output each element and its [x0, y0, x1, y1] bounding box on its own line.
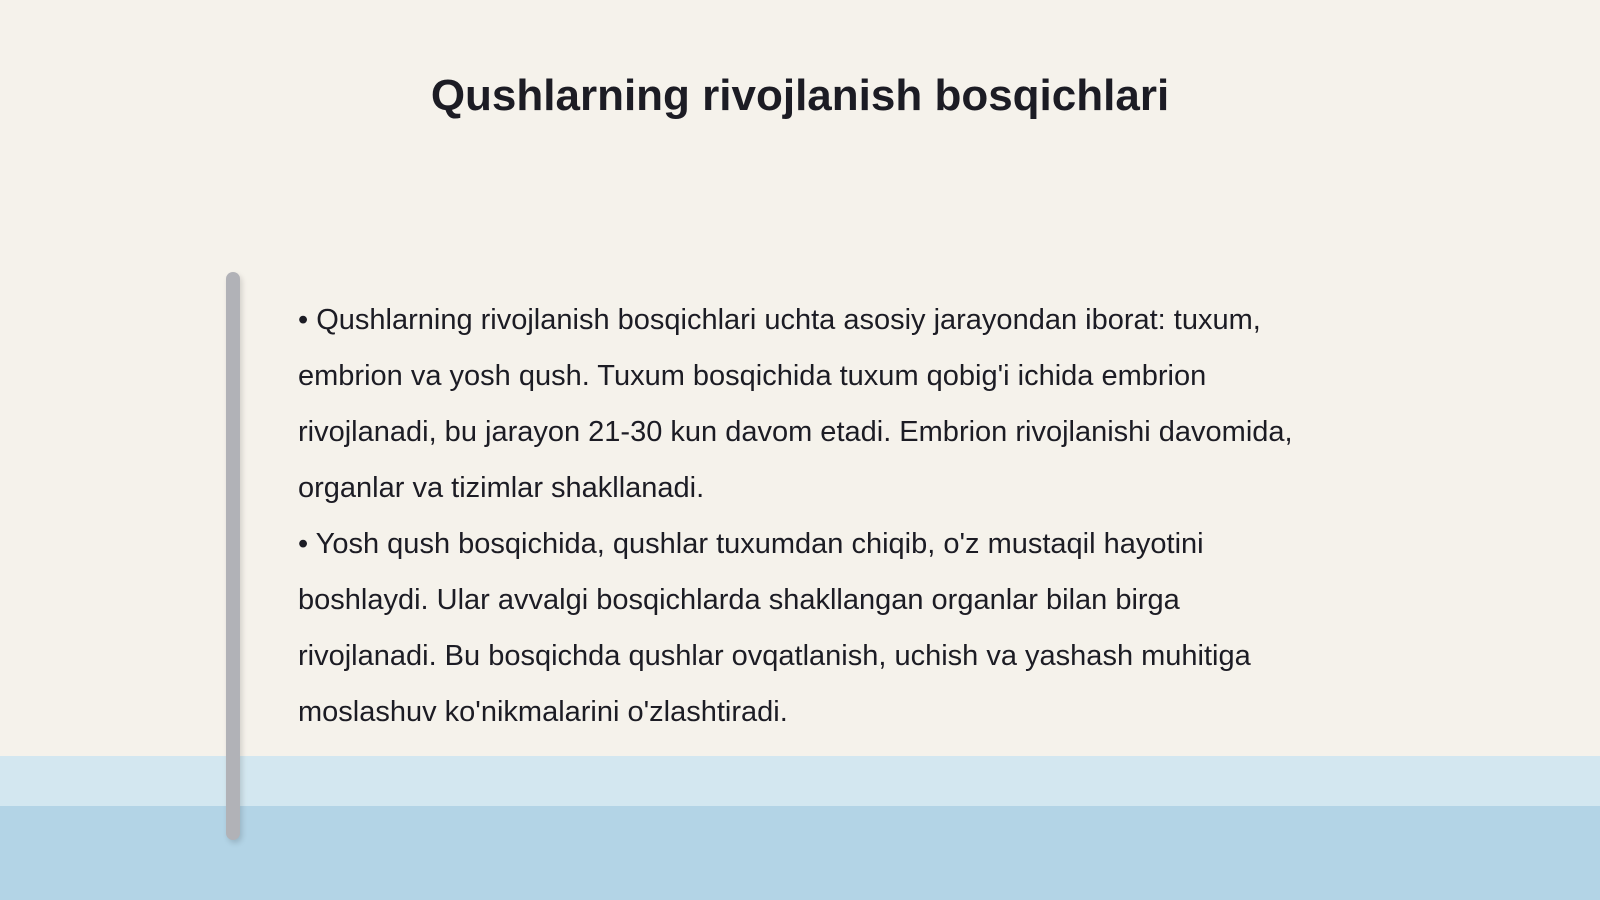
footer-band-dark [0, 806, 1600, 900]
slide-body [298, 292, 1308, 740]
accent-bar [226, 272, 240, 840]
bullet-paragraph-2: • Yosh qush bosqichida, qushlar tuxumdan chiqib, o'z mustaqil hayotini boshlaydi. Ular avvalgi bosqichlarda shakllangan organlar bilan birga rivojlanadi. Bu bosqichda qushlar ovqatlanish, uchish va yashash muhitiga moslashuv ko'nikmalarini o'zlashtiradi. [298, 528, 1251, 728]
slide-title: Qushlarning rivojlanish bosqichlari [430, 71, 1170, 120]
bullet-paragraph-1: • Qushlarning rivojlanish bosqichlari uchta asosiy jarayondan iborat: tuxum, embrion va yosh qush. Tuxum bosqichida tuxum qobig'i ichida embrion rivojlanadi, bu jarayon 21-30 kun davom etadi. Embrion rivojlanishi davomida, organlar va tizimlar shakllanadi. [298, 304, 1293, 504]
footer-band-light [0, 756, 1600, 806]
